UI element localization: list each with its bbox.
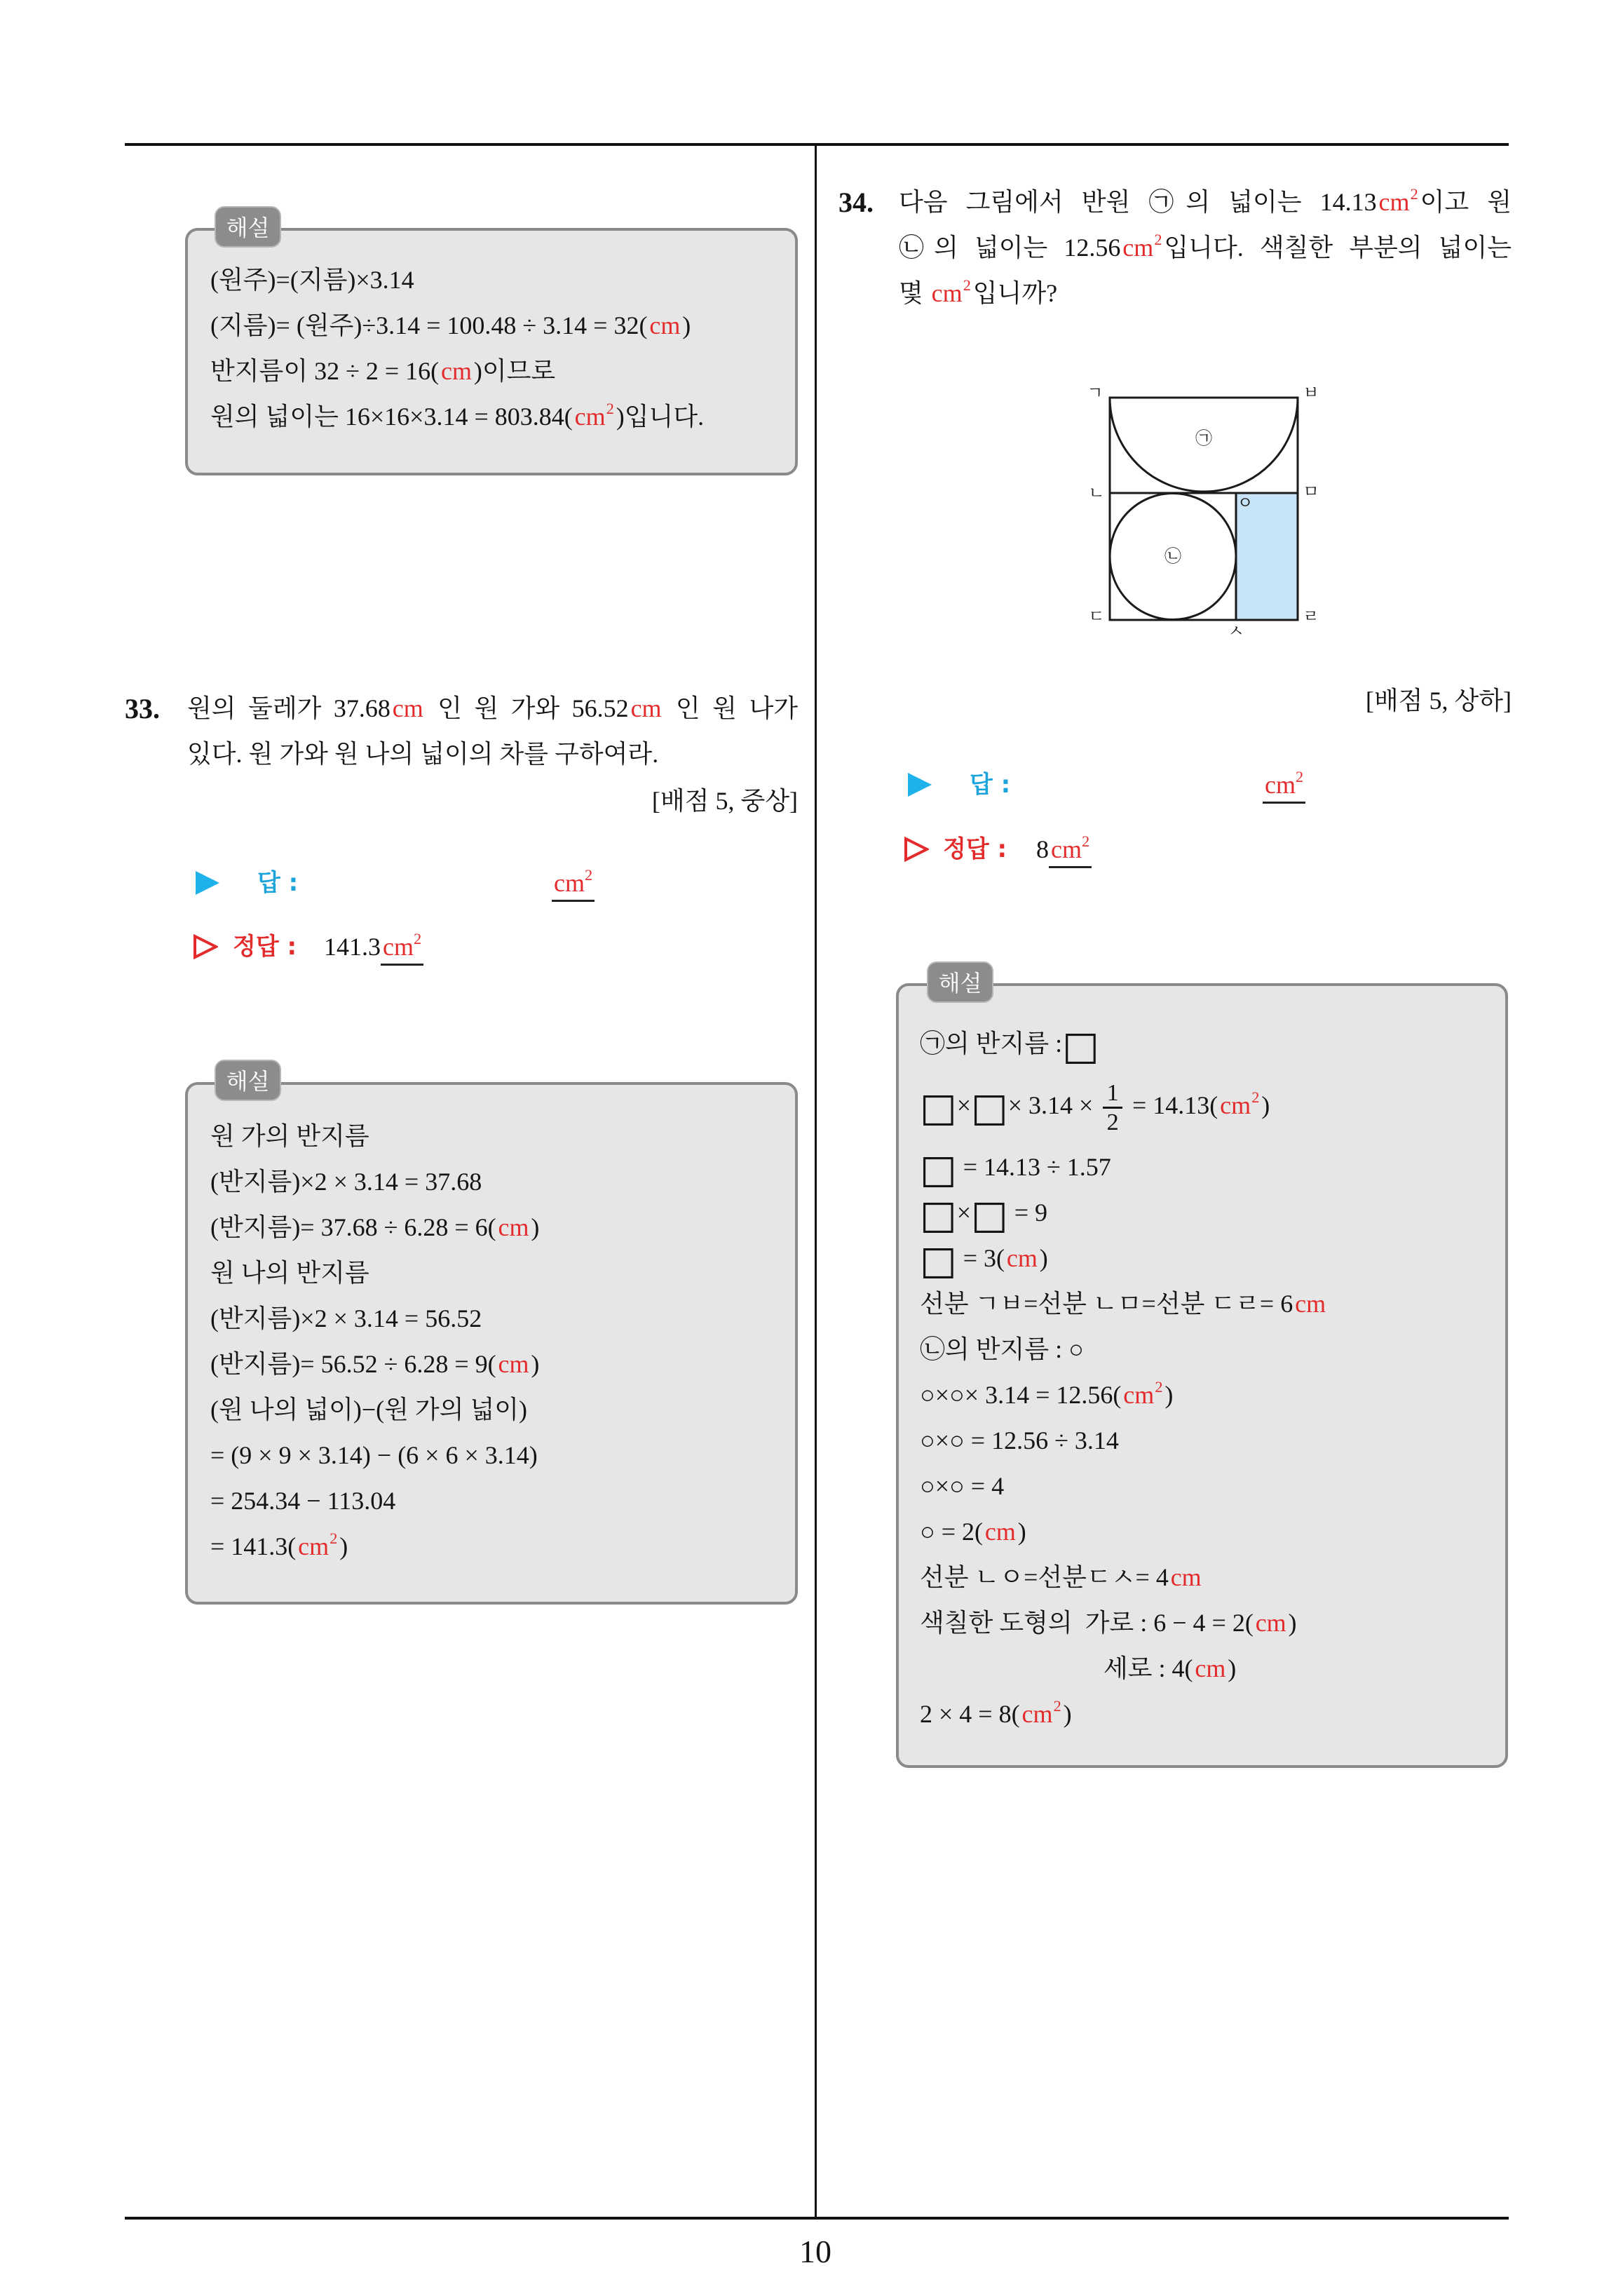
text-run: = 9 — [1007, 1198, 1048, 1227]
text-run: ) — [531, 1213, 540, 1241]
text-run: ) — [1164, 1381, 1174, 1409]
text-run: × — [956, 1091, 972, 1119]
unit-cm — [441, 357, 472, 385]
text-run: 다음 그림에서 반원 ㉠의 넓이는 14.13 — [899, 188, 1377, 216]
figure-label-top-right: ㅂ — [1303, 383, 1319, 403]
filled-triangle-right-icon — [908, 773, 932, 797]
unit-label: cm — [1220, 1091, 1251, 1119]
text-run: ) — [1017, 1518, 1026, 1546]
text-run: (반지름)= 56.52 ÷ 6.28 = 9( — [210, 1350, 496, 1378]
unit-label: cm — [1265, 771, 1296, 799]
column-divider — [815, 144, 817, 2218]
question-33-solution-box — [185, 1082, 798, 1605]
solution-line — [210, 394, 795, 440]
unit-label: cm — [1021, 1700, 1053, 1728]
solution-line — [920, 1067, 1505, 1144]
text-run: 선분 ㄱㅂ=선분 ㄴㅁ=선분 ㄷㄹ= 6 — [920, 1290, 1293, 1318]
solution-tab: 해설 — [215, 1060, 281, 1101]
text-run: 있다. 원 가와 원 나의 넓이의 차를 구하여라. — [187, 740, 659, 768]
text-run: (원주)=(지름)×3.14 — [210, 266, 414, 294]
figure-label-inner-point: ㅇ — [1237, 493, 1254, 513]
unit-label: cm — [1122, 234, 1154, 262]
unit-label: cm — [630, 694, 662, 722]
text-run: (반지름)×2 × 3.14 = 37.68 — [210, 1168, 482, 1196]
score-label: [배점 5, 중상] — [651, 787, 798, 815]
text-run: )이므로 — [473, 357, 556, 385]
unit-label: cm — [1051, 835, 1082, 863]
unit-cm-squared — [1378, 184, 1418, 216]
solution-line — [210, 1524, 795, 1569]
text-run: = 3( — [956, 1244, 1005, 1272]
text-run: (지름)= (원주)÷3.14 = 100.48 ÷ 3.14 = 32( — [210, 311, 648, 339]
unit-cm-squared — [1123, 1377, 1163, 1409]
text-run: 원의 둘레가 37.68 — [187, 694, 391, 722]
solution-line — [920, 1372, 1505, 1418]
question-text-line — [187, 686, 798, 731]
correct-answer-unit — [1049, 832, 1092, 868]
text-run: 색칠한 도형의 가로 : 6 − 4 = 2( — [920, 1609, 1254, 1637]
unit-label: cm — [1295, 1290, 1326, 1318]
figure-label-bottom-left: ㄷ — [1088, 607, 1105, 626]
unit-exponent: 2 — [1053, 1696, 1061, 1715]
correct-answer-value: 141.3 — [324, 933, 381, 961]
question-text-line — [899, 225, 1512, 271]
unit-label: cm — [1170, 1563, 1202, 1591]
solution-line — [210, 1433, 795, 1478]
unit-cm-squared — [931, 276, 971, 307]
question-33-text — [187, 686, 798, 777]
unit-cm — [1007, 1244, 1038, 1272]
outline-triangle-right-icon — [193, 934, 218, 959]
solution-line — [210, 1205, 795, 1250]
figure-label-bottom-right: ㄹ — [1303, 607, 1319, 626]
top-rule — [125, 143, 1509, 146]
solution-line — [210, 1114, 795, 1159]
unit-exponent: 2 — [1154, 230, 1162, 248]
text-run: ) — [1063, 1700, 1072, 1728]
text-run: ○×○× 3.14 = 12.56( — [920, 1381, 1122, 1409]
figure-label-semicircle: ㉠ — [1195, 428, 1212, 448]
text-run: 몇 — [899, 279, 930, 307]
unit-cm — [649, 311, 680, 339]
answer-unit — [552, 866, 595, 902]
solution-line — [210, 1250, 795, 1296]
unit-label: cm — [1195, 1654, 1226, 1682]
unit-cm-squared — [298, 1529, 338, 1560]
text-run: ) — [1039, 1244, 1048, 1272]
solution-line — [920, 1555, 1505, 1600]
solution-line — [210, 303, 795, 349]
unit-label: cm — [574, 403, 606, 431]
unit-exponent: 2 — [963, 276, 971, 294]
solution-line — [920, 1281, 1505, 1327]
question-text-line — [899, 180, 1512, 225]
unit-cm — [1256, 1609, 1286, 1637]
question-34-solution-box — [896, 983, 1508, 1768]
unit-cm — [985, 1518, 1016, 1546]
solution-line — [210, 1296, 795, 1342]
answer-blank — [552, 860, 595, 906]
solution-line — [920, 1691, 1505, 1737]
question-number: 34. — [838, 187, 874, 218]
correct-answer-unit — [381, 930, 423, 966]
correct-answer — [324, 924, 423, 970]
correct-answer — [1036, 827, 1092, 872]
unit-cm — [498, 1350, 529, 1378]
text-run: ○ = 2( — [920, 1518, 984, 1546]
question-text-line — [187, 731, 798, 777]
bottom-rule — [125, 2217, 1509, 2220]
unit-label: cm — [392, 694, 423, 722]
text-run: ) — [1288, 1609, 1297, 1637]
text-run: 입니다. 색칠한 부분의 넓이는 — [1164, 234, 1512, 262]
score-label: [배점 5, 상하] — [1365, 687, 1512, 715]
unit-cm — [1295, 1290, 1326, 1318]
unit-cm-squared — [1122, 230, 1162, 262]
unit-exponent: 2 — [584, 865, 593, 884]
figure-label-top-left: ㄱ — [1087, 383, 1103, 403]
text-run: ) — [339, 1532, 348, 1560]
text-run: (원 나의 넓이)−(원 가의 넓이) — [210, 1396, 528, 1424]
figure-label-mid-right: ㅁ — [1303, 482, 1319, 501]
unit-cm-squared — [574, 399, 614, 431]
solution-tab: 해설 — [927, 961, 993, 1003]
unit-exponent: 2 — [1410, 184, 1418, 203]
placeholder-box: □ — [920, 1191, 957, 1238]
fraction-numerator: 1 — [1106, 1079, 1119, 1106]
placeholder-box: □ — [920, 1237, 957, 1283]
text-run: 원 나의 반지름 — [210, 1259, 369, 1287]
unit-label: cm — [441, 357, 473, 385]
solution-line — [920, 1600, 1505, 1646]
answer-label: 답 : — [257, 869, 299, 897]
unit-label: cm — [1378, 188, 1410, 216]
text-run: 반지름이 32 ÷ 2 = 16( — [210, 357, 440, 385]
text-run: = 254.34 − 113.04 — [210, 1487, 396, 1515]
figure-label-bottom-mid: ㅅ — [1228, 621, 1244, 641]
solution-line — [210, 1478, 795, 1524]
unit-label: cm — [931, 279, 963, 307]
unit-exponent: 2 — [330, 1529, 338, 1547]
solution-line — [210, 1159, 795, 1205]
solution-line — [920, 1418, 1505, 1464]
unit-cm — [498, 1213, 529, 1241]
unit-cm — [1171, 1563, 1202, 1591]
text-run: 세로 : 4( — [1103, 1654, 1193, 1682]
text-run: 원의 넓이는 16×16×3.14 = 803.84( — [210, 403, 573, 431]
placeholder-box: □ — [971, 1191, 1008, 1238]
question-34-text — [899, 180, 1512, 316]
placeholder-box: □ — [1062, 1022, 1099, 1069]
filled-triangle-right-icon — [196, 871, 219, 895]
text-run: = (9 × 9 × 3.14) − (6 × 6 × 3.14) — [210, 1441, 538, 1469]
unit-cm — [1195, 1654, 1225, 1682]
solution-line — [210, 1387, 795, 1433]
solution-line — [920, 1327, 1505, 1372]
text-run: = 14.13 ÷ 1.57 — [956, 1153, 1111, 1181]
fraction-denominator: 2 — [1103, 1107, 1122, 1136]
text-run: 선분 ㄴㅇ=선분ㄷㅅ= 4 — [920, 1563, 1169, 1591]
text-run: = 141.3( — [210, 1532, 297, 1560]
unit-label: cm — [984, 1518, 1016, 1546]
text-run: ) — [1228, 1654, 1237, 1682]
correct-answer-value: 8 — [1036, 835, 1049, 863]
text-run: (반지름)×2 × 3.14 = 56.52 — [210, 1304, 482, 1332]
placeholder-box: □ — [920, 1084, 957, 1130]
correct-answer-label: 정답 : — [943, 835, 1007, 863]
outline-triangle-right-icon — [904, 837, 929, 862]
answer-blank — [1263, 762, 1305, 808]
answer-unit — [1263, 768, 1305, 804]
figure-label-mid-left: ㄴ — [1088, 483, 1105, 503]
question-text-line — [899, 271, 1512, 316]
text-run: 인 원 나가 — [663, 694, 798, 722]
text-run: ) — [1261, 1091, 1270, 1119]
unit-label: cm — [554, 869, 585, 897]
solution-line — [920, 1464, 1505, 1509]
unit-label: cm — [1255, 1609, 1286, 1637]
correct-answer-label: 정답 : — [233, 933, 297, 961]
unit-label: cm — [498, 1350, 529, 1378]
unit-cm-squared — [1220, 1088, 1260, 1119]
unit-exponent: 2 — [1251, 1088, 1260, 1106]
text-run: (반지름)= 37.68 ÷ 6.28 = 6( — [210, 1213, 496, 1241]
text-run: 2 × 4 = 8( — [920, 1700, 1020, 1728]
solution-line — [210, 1342, 795, 1387]
text-run: 인 원 가와 56.52 — [425, 694, 629, 722]
answer-label: 답 : — [970, 771, 1011, 799]
text-run: ○×○ = 4 — [920, 1472, 1005, 1500]
solution-line — [210, 349, 795, 394]
text-run: ○×○ = 12.56 ÷ 3.14 — [920, 1426, 1119, 1454]
unit-label: cm — [498, 1213, 529, 1241]
placeholder-box: □ — [971, 1084, 1008, 1130]
solution-line — [210, 257, 795, 303]
solution-line — [920, 1144, 1505, 1190]
unit-label: cm — [298, 1532, 330, 1560]
solution-line — [920, 1021, 1505, 1067]
text-run: ㉠의 반지름 : — [920, 1029, 1063, 1058]
solution-tab: 해설 — [215, 206, 281, 248]
previous-solution-box — [185, 228, 798, 475]
text-run: 입니까? — [972, 279, 1058, 307]
unit-label: cm — [383, 933, 414, 961]
unit-exponent: 2 — [606, 399, 614, 417]
text-run: 이고 원 — [1420, 188, 1512, 216]
figure-label-circle: ㉡ — [1164, 546, 1181, 566]
placeholder-box: □ — [920, 1146, 957, 1192]
unit-exponent: 2 — [1155, 1377, 1163, 1396]
solution-line — [920, 1190, 1505, 1236]
text-run: ) — [682, 311, 691, 339]
solution-line — [920, 1509, 1505, 1555]
fraction — [1103, 1079, 1122, 1137]
text-run: ㉡의 반지름 : ○ — [920, 1335, 1084, 1363]
unit-exponent: 2 — [413, 929, 422, 947]
unit-label: cm — [1006, 1244, 1038, 1272]
text-run: ㉡의 넓이는 12.56 — [899, 234, 1121, 262]
solution-line — [920, 1236, 1505, 1281]
text-run: )입니다. — [616, 403, 705, 431]
unit-label: cm — [649, 311, 681, 339]
question-number: 33. — [125, 693, 160, 724]
unit-cm — [631, 694, 662, 722]
solution-line — [920, 1646, 1505, 1691]
unit-cm-squared — [1021, 1696, 1061, 1728]
unit-exponent: 2 — [1081, 832, 1090, 850]
text-run: × 3.14 × — [1007, 1091, 1100, 1119]
text-run: 원 가의 반지름 — [210, 1122, 369, 1150]
text-run: × — [956, 1198, 972, 1227]
question-34-figure — [1073, 372, 1339, 652]
unit-exponent: 2 — [1295, 767, 1304, 785]
unit-cm — [393, 694, 423, 722]
text-run: = 14.13( — [1125, 1091, 1218, 1119]
page-number: 10 — [799, 2234, 831, 2269]
unit-label: cm — [1123, 1381, 1155, 1409]
text-run: ) — [531, 1350, 540, 1378]
